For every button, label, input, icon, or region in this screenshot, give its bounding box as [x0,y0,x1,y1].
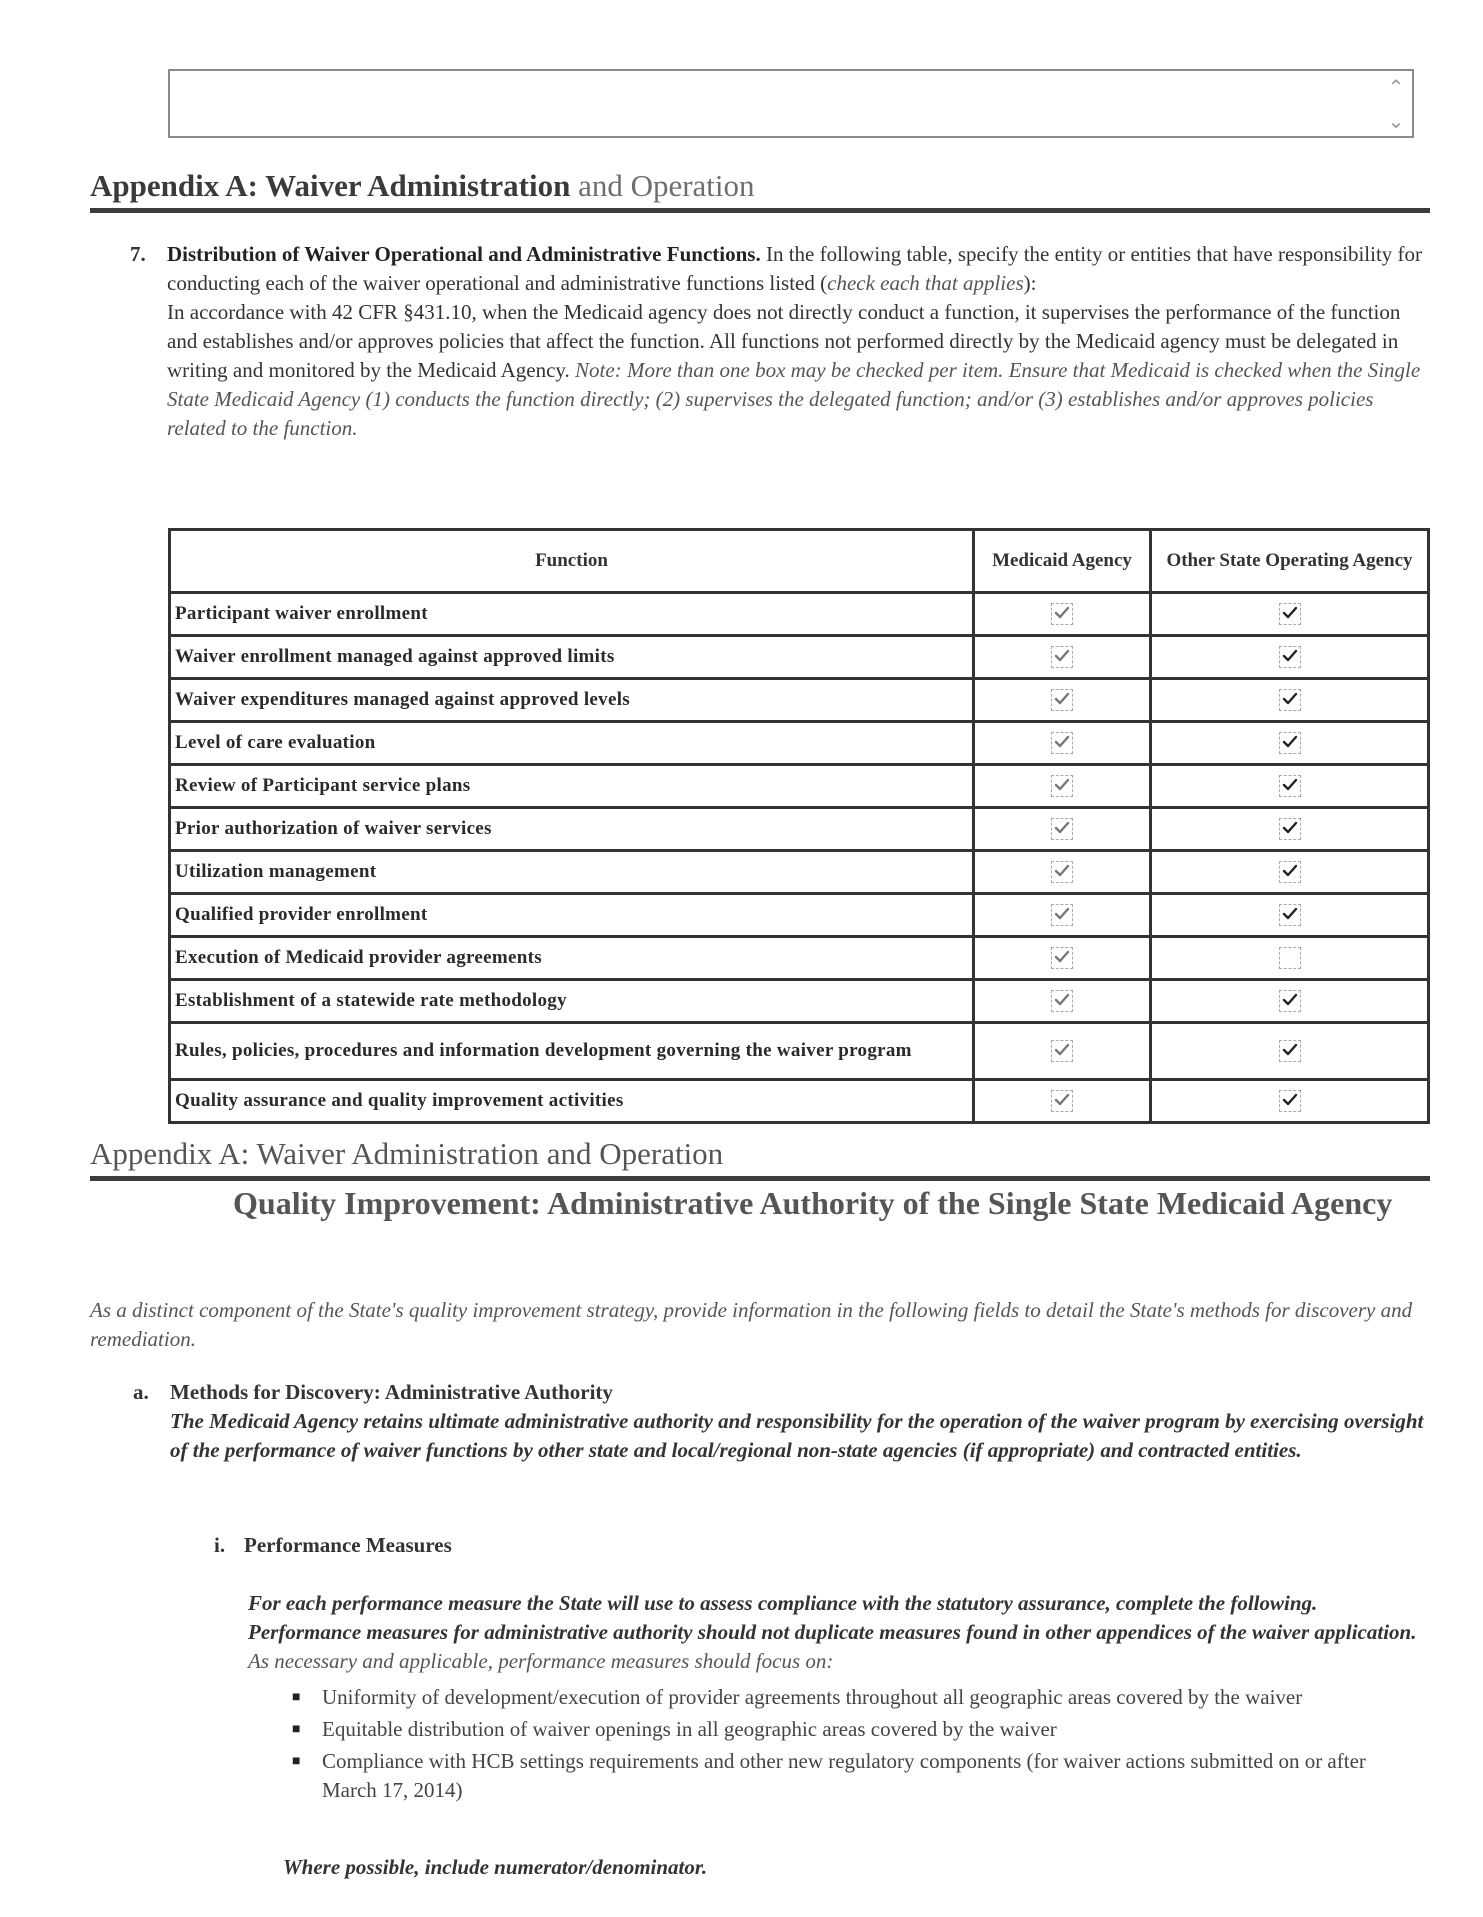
focus-list [280,1683,1420,1808]
section-a-description: The Medicaid Agency retains ultimate administrative authority and responsibility for the operation of the waiver program by exercising oversight of the performance of waiver functions by other state and local/regional non-state agencies (if appropriate) and contracted entities. [170,1409,1424,1462]
table-row [170,1023,1429,1080]
section-text-end: ): [1023,271,1037,295]
pm-heading-text: Performance Measures [244,1533,452,1557]
appendix-title: Appendix A: Waiver Administration and Operation [90,1136,724,1171]
function-cell: Qualified provider enrollment [170,894,974,937]
other-state-agency-checkbox[interactable] [1279,904,1301,926]
cfr-text: In accordance with 42 CFR §431.10, when the Medicaid agency does not directly conduct a function, it supervises the performance of the function and establishes and/or approves policies that affect the function. All functions not performed directly by the Medicaid agency must be delegated in writing and monitored by the Medicaid Agency. [167,300,1401,382]
medicaid-agency-checkbox[interactable] [1051,603,1073,625]
text-area-field[interactable] [168,69,1414,138]
other-state-agency-checkbox[interactable] [1279,775,1301,797]
function-cell: Waiver enrollment managed against approved limits [170,636,974,679]
table-header-row [170,530,1429,593]
other-state-agency-checkbox[interactable] [1279,603,1301,625]
appendix-title-bold: Appendix A: Waiver Administration [90,168,571,203]
other-state-agency-checkbox[interactable] [1279,1040,1301,1062]
function-cell: Prior authorization of waiver services [170,808,974,851]
function-cell: Rules, policies, procedures and information development governing the waiver program [170,1023,974,1080]
other-agency-cell [1151,894,1429,937]
performance-measures-instructions [248,1589,1428,1676]
table-row [170,679,1429,722]
bullet-icon: ■ [292,1754,301,1769]
medicaid-agency-checkbox[interactable] [1051,818,1073,840]
medicaid-agency-cell [974,722,1151,765]
medicaid-agency-cell [974,1080,1151,1123]
function-cell: Establishment of a statewide rate methodology [170,980,974,1023]
header-medicaid-agency: Medicaid Agency [974,530,1151,593]
medicaid-agency-checkbox[interactable] [1051,904,1073,926]
section-a-heading: Methods for Discovery: Administrative Authority [170,1380,613,1404]
section-divider-2 [90,1176,1430,1181]
other-agency-cell [1151,765,1429,808]
bullet-icon: ■ [292,1722,301,1737]
function-cell: Quality assurance and quality improvement activities [170,1080,974,1123]
medicaid-agency-cell [974,937,1151,980]
other-state-agency-checkbox[interactable] [1279,689,1301,711]
other-state-agency-checkbox[interactable] [1279,818,1301,840]
other-state-agency-checkbox[interactable] [1279,861,1301,883]
roman-numeral: i. [214,1533,226,1557]
list-item-text: Compliance with HCB settings requirements and other new regulatory components (for waiver actions submitted on or after March 17, 2014) [322,1749,1366,1802]
function-cell: Level of care evaluation [170,722,974,765]
medicaid-agency-checkbox[interactable] [1051,990,1073,1012]
textarea-scrollbar[interactable] [1384,75,1408,133]
section-letter: a. [133,1380,149,1404]
functions-table [168,528,1430,1124]
other-agency-cell [1151,722,1429,765]
medicaid-agency-checkbox[interactable] [1051,1090,1073,1112]
appendix-heading-2 [90,1136,723,1172]
function-cell: Waiver expenditures managed against approved levels [170,679,974,722]
section-text: In the following table, specify the entity or entities that have responsibility for conducting each of the waiver operational and administrative functions listed ( [167,242,1423,295]
other-agency-cell [1151,980,1429,1023]
where-possible-note: Where possible, include numerator/denominator. [283,1855,708,1879]
other-state-agency-checkbox[interactable] [1279,1090,1301,1112]
quality-improvement-title: Quality Improvement: Administrative Authority of the Single State Medicaid Agency [233,1185,1393,1221]
function-cell: Execution of Medicaid provider agreements [170,937,974,980]
note-text: Note: More than one box may be checked per item. Ensure that Medicaid is checked when the Single State Medicaid Agency (1) conducts the function directly; (2) supervises the delegated function; and/or (3) establishes and/or approves policies related to the function. [167,358,1421,440]
table-row [170,937,1429,980]
item-number: 7. [130,242,146,266]
medicaid-agency-checkbox[interactable] [1051,861,1073,883]
section-lead: Distribution of Waiver Operational and Administrative Functions. [167,242,761,266]
medicaid-agency-checkbox[interactable] [1051,1040,1073,1062]
list-item-text: Equitable distribution of waiver openings in all geographic areas covered by the waiver [322,1717,1057,1741]
table-row [170,1080,1429,1123]
table-row [170,636,1429,679]
table-row [170,980,1429,1023]
medicaid-agency-cell [974,636,1151,679]
other-state-agency-checkbox[interactable] [1279,646,1301,668]
table-row [170,722,1429,765]
medicaid-agency-checkbox[interactable] [1051,775,1073,797]
other-agency-cell [1151,851,1429,894]
other-state-agency-checkbox[interactable] [1279,732,1301,754]
appendix-heading [90,168,755,204]
table-row [170,894,1429,937]
medicaid-agency-cell [974,765,1151,808]
bullet-icon: ■ [292,1690,301,1705]
performance-measures-heading [214,1533,452,1558]
chevron-down-icon[interactable]: ⌄ [1387,109,1405,133]
other-agency-cell [1151,636,1429,679]
medicaid-agency-cell [974,679,1151,722]
other-state-agency-checkbox[interactable] [1279,947,1301,969]
medicaid-agency-checkbox[interactable] [1051,947,1073,969]
list-item [280,1747,1420,1805]
table-row [170,851,1429,894]
section-divider [90,208,1430,213]
other-agency-cell [1151,1080,1429,1123]
list-item [280,1683,1420,1712]
table-row [170,765,1429,808]
function-cell: Utilization management [170,851,974,894]
list-item [280,1715,1420,1744]
pm-instructions-italic: As necessary and applicable, performance measures should focus on: [248,1649,834,1673]
section-text-italic: check each that applies [827,271,1024,295]
medicaid-agency-cell [974,851,1151,894]
section-7-instructions [130,240,1430,443]
header-other-state-agency: Other State Operating Agency [1151,530,1429,593]
function-cell: Review of Participant service plans [170,765,974,808]
medicaid-agency-checkbox[interactable] [1051,732,1073,754]
medicaid-agency-cell [974,1023,1151,1080]
table-row [170,808,1429,851]
chevron-up-icon[interactable]: ⌃ [1387,75,1405,99]
appendix-title-rest: and Operation [570,168,755,203]
medicaid-agency-cell [974,593,1151,636]
medicaid-agency-checkbox[interactable] [1051,689,1073,711]
other-agency-cell [1151,808,1429,851]
other-agency-cell [1151,1023,1429,1080]
medicaid-agency-checkbox[interactable] [1051,646,1073,668]
other-agency-cell [1151,593,1429,636]
quality-improvement-intro: As a distinct component of the State's quality improvement strategy, provide information in the following fields to detail the State's methods for discovery and remediation. [90,1298,1413,1351]
table-row [170,593,1429,636]
list-item-text: Uniformity of development/execution of provider agreements throughout all geographic areas covered by the waiver [322,1685,1303,1709]
section-a [133,1378,1433,1465]
medicaid-agency-cell [974,980,1151,1023]
medicaid-agency-cell [974,808,1151,851]
other-agency-cell [1151,937,1429,980]
other-agency-cell [1151,679,1429,722]
pm-instructions-bold: For each performance measure the State will use to assess compliance with the statutory assurance, complete the following. Performance measures for administrative authority should not duplicate measures found in other appendices of the waiver application. [248,1591,1417,1644]
header-function: Function [170,530,974,593]
other-state-agency-checkbox[interactable] [1279,990,1301,1012]
medicaid-agency-cell [974,894,1151,937]
function-cell: Participant waiver enrollment [170,593,974,636]
